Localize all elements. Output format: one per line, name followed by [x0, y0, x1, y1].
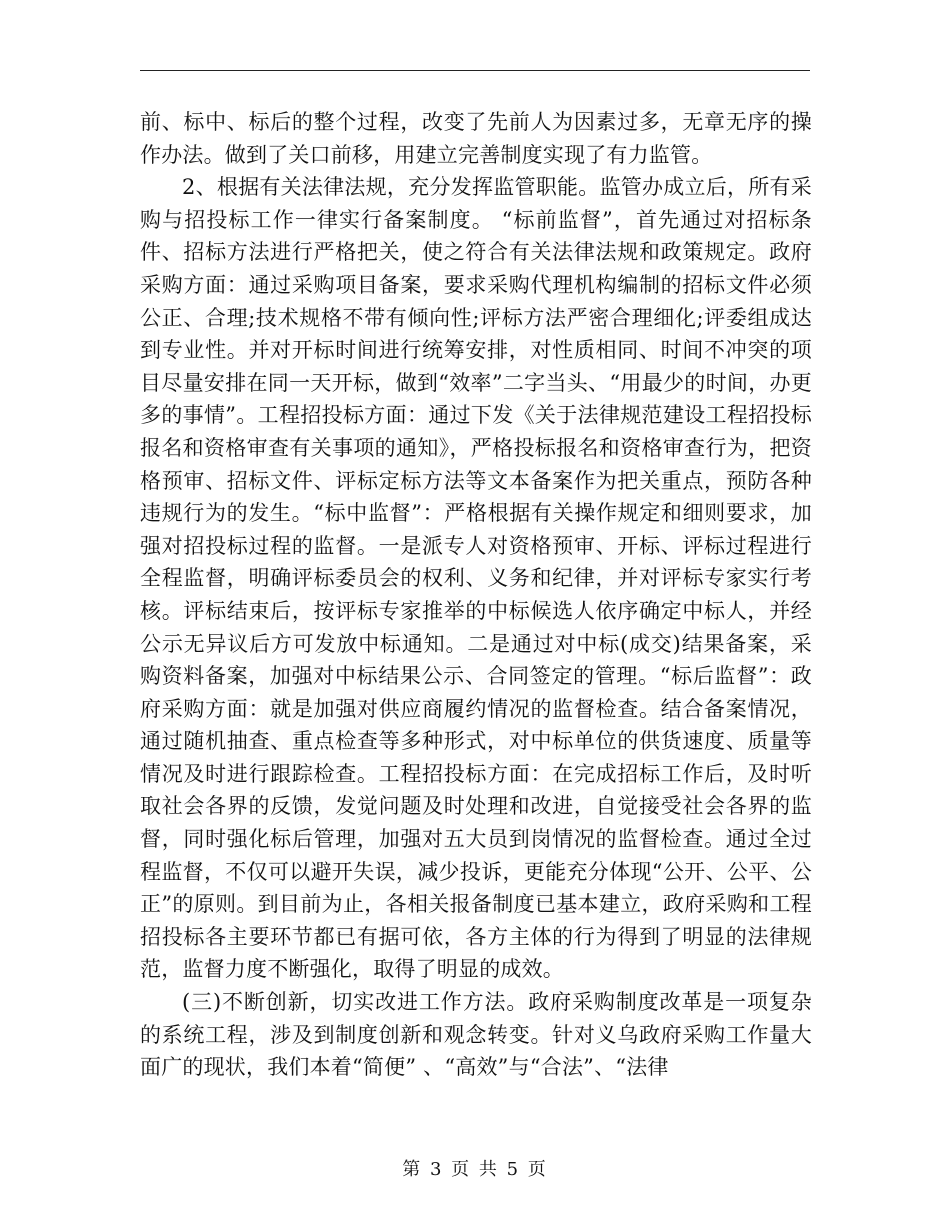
header-rule — [140, 70, 810, 71]
page-number-footer: 第 3 页 共 5 页 — [402, 1159, 548, 1180]
paragraph-1: 前、标中、标后的整个过程，改变了先前人为因素过多，无章无序的操作办法。做到了关口前移，用建立完善制度实现了有力监管。 — [140, 110, 812, 167]
paragraph-2: 2、根据有关法律法规，充分发挥监管职能。监管办成立后，所有采购与招投标工作一律实行备案制度。 “标前监督”，首先通过对招标条件、招标方法进行严格把关，使之符合有关法律法规和政策规定。政府采购方面：通过采购项目备案，要求采购代理机构编制的招标文件必须公正、合理;技术规格不带有倾向性;评标方法严密合理细化;评委组成达到专业性。并对开标时间进行统筹安排，对性质相同、时间不冲突的项目尽量安排在同一天开标，做到“效率”二字当头、“用最少的时间，办更多的事情”。工程招投标方面：通过下发《关于法律规范建设工程招投标报名和资格审查有关事项的通知》，严格投标报名和资格审查行为，把资格预审、招标文件、评标定标方法等文本备案作为把关重点，预防各种违规行为的发生。“标中监督”：严格根据有关操作规定和细则要求，加强对招投标过程的监督。一是派专人对资格预审、开标、评标过程进行全程监督，明确评标委员会的权利、义务和纪律，并对评标专家实行考核。评标结束后，按评标专家推举的中标候选人依序确定中标人，并经公示无异议后方可发放中标通知。二是通过对中标(成交)结果备案，采购资料备案，加强对中标结果公示、合同签定的管理。“标后监督”：政府采购方面：就是加强对供应商履约情况的监督检查。结合备案情况，通过随机抽查、重点检查等多种形式，对中标单位的供货速度、质量等情况及时进行跟踪检查。工程招投标方面：在完成招标工作后，及时听取社会各界的反馈，发觉问题及时处理和改进，自觉接受社会各界的监督，同时强化标后管理，加强对五大员到岗情况的监督检查。通过全过程监督，不仅可以避开失误，减少投诉，更能充分体现“公开、公平、公正”的原则。到目前为止，各相关报备制度已基本建立，政府采购和工程招投标各主要环节都已有据可依，各方主体的行为得到了明显的法律规范，监督力度不断强化，取得了明显的成效。 — [140, 175, 812, 982]
document-body — [140, 106, 812, 1084]
paragraph-3: (三)不断创新，切实改进工作方法。政府采购制度改革是一项复杂的系统工程，涉及到制度创新和观念转变。针对义乌政府采购工作量大面广的现状，我们本着“简便” 、“高效”与“合法”、“法律 — [140, 990, 812, 1080]
